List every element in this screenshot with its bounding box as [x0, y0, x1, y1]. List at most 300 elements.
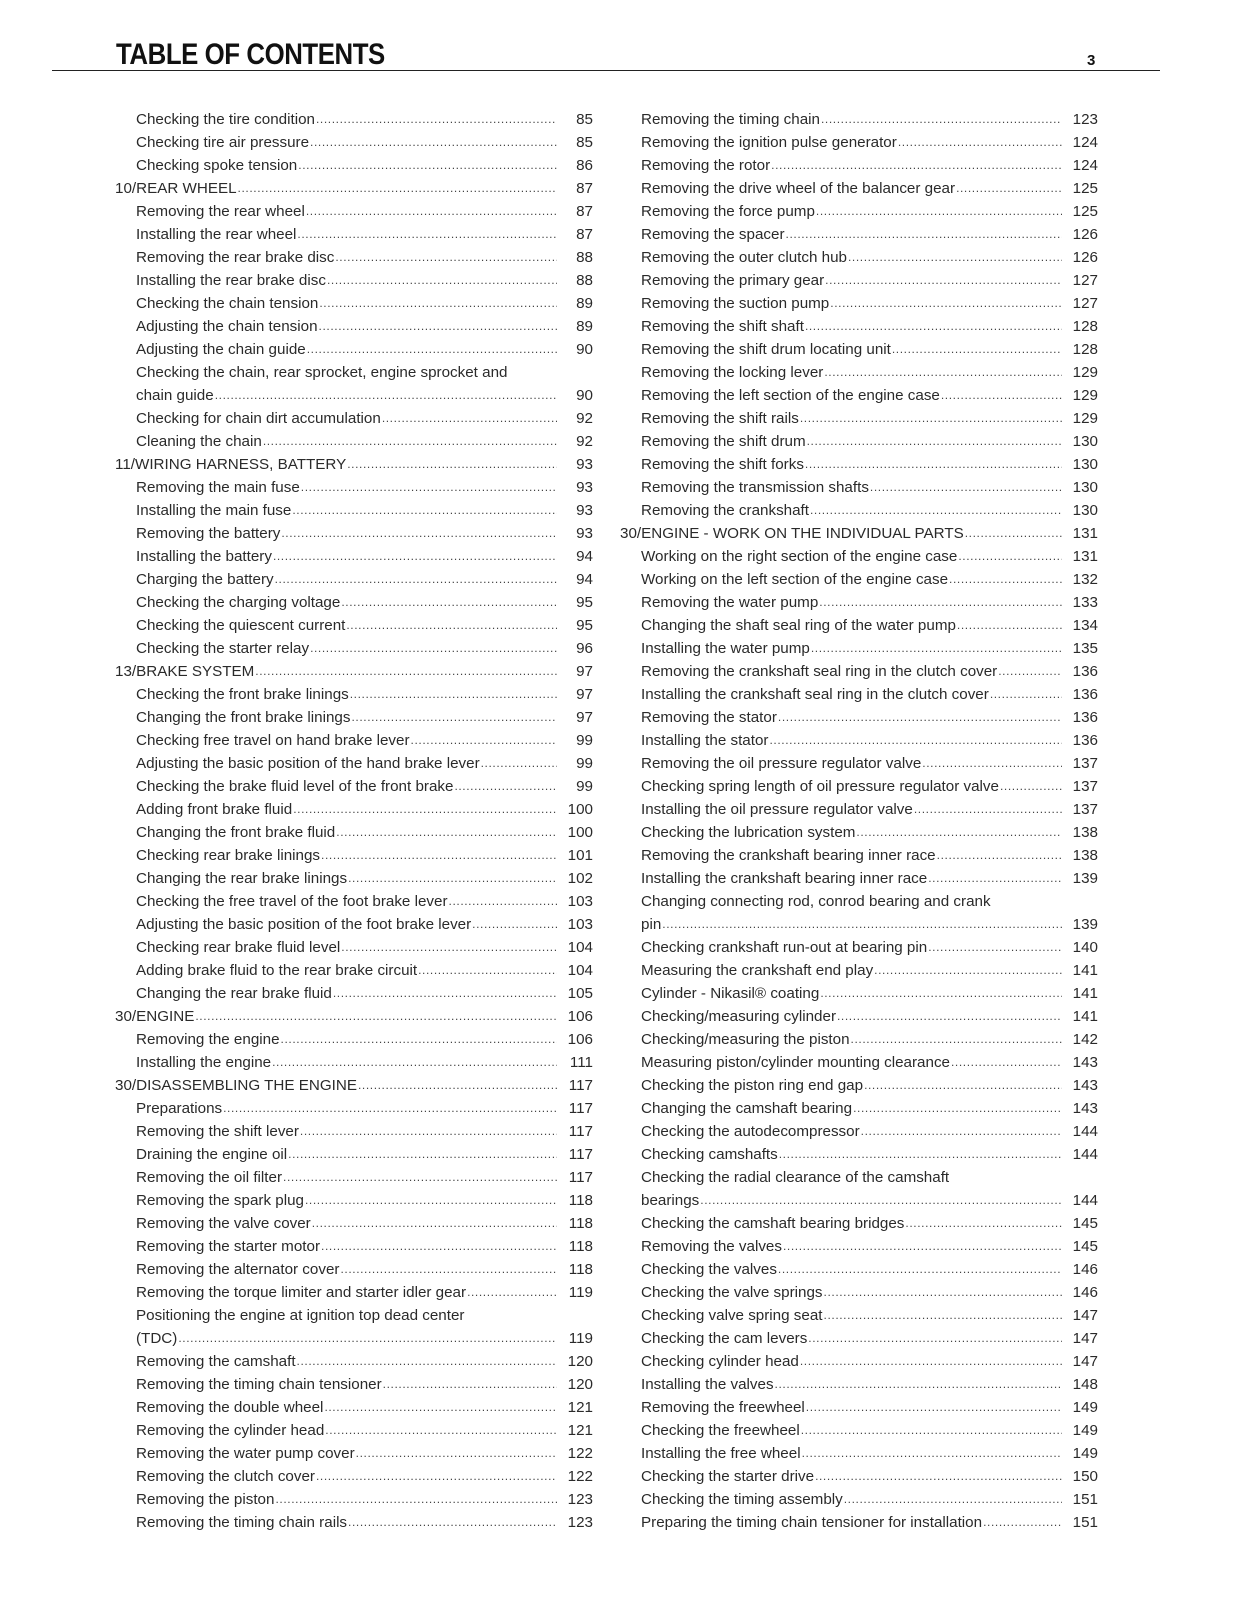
entry-page-number: 90	[576, 341, 593, 358]
toc-section-entry[interactable]	[620, 131, 1098, 154]
toc-section-entry[interactable]	[620, 1097, 1098, 1120]
toc-chapter-entry[interactable]	[115, 1005, 593, 1028]
dot-leader	[800, 407, 1062, 430]
toc-section-entry[interactable]	[115, 775, 593, 798]
entry-title: Removing the force pump	[641, 203, 815, 220]
dot-leader	[786, 223, 1062, 246]
toc-section-entry[interactable]	[620, 982, 1098, 1005]
entry-title: Changing the shaft seal ring of the water pump	[641, 617, 956, 634]
toc-section-entry[interactable]	[620, 108, 1098, 131]
entry-page-number: 138	[1072, 824, 1098, 841]
toc-section-entry[interactable]	[620, 177, 1098, 200]
entry-title: Adjusting the chain tension	[136, 318, 318, 335]
entry-page-number: 129	[1072, 410, 1098, 427]
toc-section-entry[interactable]	[115, 959, 593, 982]
entry-title-continuation: chain guide	[136, 387, 214, 404]
toc-section-entry[interactable]	[115, 752, 593, 775]
toc-section-entry[interactable]	[115, 1350, 593, 1373]
toc-section-entry[interactable]	[620, 1005, 1098, 1028]
entry-page-number: 121	[567, 1422, 593, 1439]
toc-section-entry[interactable]	[620, 568, 1098, 591]
toc-section-entry[interactable]	[115, 706, 593, 729]
dot-leader	[816, 200, 1062, 223]
dot-leader	[815, 1465, 1062, 1488]
toc-section-entry[interactable]	[620, 200, 1098, 223]
entry-title: Removing the camshaft	[136, 1353, 296, 1370]
toc-section-entry[interactable]	[115, 1465, 593, 1488]
toc-section-entry[interactable]	[115, 1442, 593, 1465]
dot-leader	[411, 729, 557, 752]
toc-section-entry[interactable]	[620, 1327, 1098, 1350]
toc-section-entry[interactable]	[115, 1097, 593, 1120]
toc-section-entry[interactable]	[115, 683, 593, 706]
entry-page-number: 85	[576, 111, 593, 128]
entry-title: Working on the left section of the engine case	[641, 571, 949, 588]
toc-section-entry[interactable]	[115, 108, 593, 131]
dot-leader	[662, 913, 1062, 936]
toc-section-entry[interactable]	[620, 1235, 1098, 1258]
dot-leader	[238, 177, 557, 200]
dot-leader	[283, 1166, 557, 1189]
toc-section-entry[interactable]	[115, 637, 593, 660]
toc-section-entry[interactable]	[620, 1143, 1098, 1166]
entry-page-number: 143	[1072, 1077, 1098, 1094]
entry-page-number: 111	[569, 1054, 593, 1071]
toc-section-entry[interactable]	[620, 430, 1098, 453]
entry-page-number: 125	[1072, 180, 1098, 197]
toc-section-entry[interactable]	[115, 591, 593, 614]
toc-section-entry[interactable]	[620, 1511, 1098, 1534]
dot-leader	[922, 752, 1062, 775]
toc-section-entry[interactable]	[620, 591, 1098, 614]
toc-section-entry[interactable]	[115, 1235, 593, 1258]
entry-page-number: 94	[576, 548, 593, 565]
entry-page-number: 147	[1072, 1307, 1098, 1324]
entry-page-number: 118	[568, 1261, 593, 1278]
entry-page-number: 123	[567, 1514, 593, 1531]
toc-section-entry[interactable]	[115, 1488, 593, 1511]
entry-title: Checking the valves	[641, 1261, 777, 1278]
entry-page-number: 126	[1072, 226, 1098, 243]
entry-page-number: 99	[576, 778, 593, 795]
entry-page-number: 99	[576, 732, 593, 749]
entry-title: Removing the shift lever	[136, 1123, 299, 1140]
toc-section-entry[interactable]	[620, 269, 1098, 292]
dot-leader	[941, 384, 1062, 407]
toc-section-entry[interactable]	[620, 1373, 1098, 1396]
dot-leader	[892, 338, 1062, 361]
toc-section-entry[interactable]	[620, 706, 1098, 729]
toc-section-entry[interactable]	[620, 453, 1098, 476]
dot-leader	[215, 384, 557, 407]
entry-title: Changing the rear brake linings	[136, 870, 348, 887]
entry-page-number: 145	[1072, 1238, 1098, 1255]
toc-section-entry[interactable]	[115, 1419, 593, 1442]
entry-title: Removing the valve cover	[136, 1215, 311, 1232]
entry-page-number: 149	[1072, 1422, 1098, 1439]
entry-page-number: 136	[1072, 686, 1098, 703]
toc-section-entry[interactable]	[115, 545, 593, 568]
toc-section-entry[interactable]	[115, 798, 593, 821]
toc-section-entry[interactable]	[115, 1051, 593, 1074]
entry-title: 30/ENGINE	[115, 1008, 195, 1025]
toc-chapter-entry[interactable]	[115, 453, 593, 476]
dot-leader	[783, 1235, 1062, 1258]
toc-section-entry[interactable]	[620, 476, 1098, 499]
entry-title: Removing the water pump cover	[136, 1445, 355, 1462]
toc-section-entry[interactable]	[115, 154, 593, 177]
entry-page-number: 117	[568, 1123, 593, 1140]
dot-leader	[864, 1074, 1062, 1097]
toc-section-entry[interactable]	[620, 867, 1098, 890]
dot-leader	[874, 959, 1062, 982]
entry-title: Removing the starter motor	[136, 1238, 321, 1255]
entry-page-number: 93	[576, 502, 593, 519]
dot-leader	[346, 614, 557, 637]
toc-section-entry[interactable]	[620, 798, 1098, 821]
toc-section-entry[interactable]	[620, 1442, 1098, 1465]
toc-section-entry[interactable]	[620, 338, 1098, 361]
toc-section-entry[interactable]	[620, 154, 1098, 177]
dot-leader	[824, 1304, 1062, 1327]
dot-leader	[281, 522, 557, 545]
entry-title: Checking the piston ring end gap	[641, 1077, 864, 1094]
dot-leader	[347, 453, 557, 476]
entry-title: Installing the battery	[136, 548, 272, 565]
dot-leader	[472, 913, 557, 936]
toc-section-entry[interactable]	[115, 568, 593, 591]
entry-page-number: 136	[1072, 663, 1098, 680]
entry-page-number: 130	[1072, 502, 1098, 519]
toc-section-entry[interactable]	[620, 752, 1098, 775]
toc-section-entry[interactable]	[115, 269, 593, 292]
toc-section-entry[interactable]	[115, 1304, 593, 1350]
entry-title: Checking the timing assembly	[641, 1491, 843, 1508]
toc-chapter-entry[interactable]	[115, 1074, 593, 1097]
entry-page-number: 89	[576, 295, 593, 312]
dot-leader	[348, 1511, 557, 1534]
toc-section-entry[interactable]	[115, 292, 593, 315]
dot-leader	[928, 867, 1062, 890]
entry-title: Checking free travel on hand brake lever	[136, 732, 410, 749]
toc-section-entry[interactable]	[620, 1166, 1098, 1212]
entry-page-number: 144	[1072, 1123, 1098, 1140]
dot-leader	[1000, 775, 1062, 798]
entry-title: Checking the charging voltage	[136, 594, 341, 611]
entry-title: Removing the valves	[641, 1238, 782, 1255]
toc-section-entry[interactable]	[620, 1396, 1098, 1419]
entry-title: Preparations	[136, 1100, 223, 1117]
entry-page-number: 149	[1072, 1399, 1098, 1416]
toc-section-entry[interactable]	[620, 775, 1098, 798]
entry-title: Checking tire air pressure	[136, 134, 310, 151]
entry-page-number: 119	[568, 1284, 593, 1301]
entry-page-number: 130	[1072, 433, 1098, 450]
toc-section-entry[interactable]	[115, 614, 593, 637]
dot-leader	[316, 108, 557, 131]
toc-section-entry[interactable]	[115, 200, 593, 223]
dot-leader	[272, 1051, 557, 1074]
dot-leader	[837, 1005, 1062, 1028]
toc-section-entry[interactable]	[620, 614, 1098, 637]
dot-leader	[778, 1258, 1062, 1281]
toc-section-entry[interactable]	[620, 1465, 1098, 1488]
toc-section-entry[interactable]	[620, 1120, 1098, 1143]
toc-section-entry[interactable]	[620, 821, 1098, 844]
toc-section-entry[interactable]	[115, 844, 593, 867]
dot-leader	[851, 1028, 1062, 1051]
toc-section-entry[interactable]	[620, 660, 1098, 683]
entry-page-number: 149	[1072, 1445, 1098, 1462]
entry-title: Changing the rear brake fluid	[136, 985, 332, 1002]
toc-section-entry[interactable]	[115, 1396, 593, 1419]
entry-page-number: 127	[1072, 295, 1098, 312]
entry-title: Removing the timing chain	[641, 111, 820, 128]
entry-title: Removing the shift drum	[641, 433, 806, 450]
toc-section-entry[interactable]	[620, 637, 1098, 660]
dot-leader	[951, 1051, 1062, 1074]
entry-page-number: 105	[567, 985, 593, 1002]
toc-section-entry[interactable]	[620, 315, 1098, 338]
entry-title: Removing the drive wheel of the balancer gear	[641, 180, 956, 197]
entry-page-number: 122	[567, 1468, 593, 1485]
toc-section-entry[interactable]	[620, 1350, 1098, 1373]
dot-leader	[307, 338, 557, 361]
entry-title: Positioning the engine at ignition top dead center	[136, 1307, 465, 1324]
toc-section-entry[interactable]	[115, 1120, 593, 1143]
toc-section-entry[interactable]	[620, 1488, 1098, 1511]
entry-page-number: 132	[1072, 571, 1098, 588]
toc-section-entry[interactable]	[115, 1511, 593, 1534]
dot-leader	[325, 1419, 557, 1442]
toc-section-entry[interactable]	[115, 499, 593, 522]
entry-title: Changing the camshaft bearing	[641, 1100, 853, 1117]
entry-title-continuation: pin	[641, 916, 662, 933]
dot-leader	[301, 476, 557, 499]
toc-section-entry[interactable]	[115, 913, 593, 936]
dot-leader	[351, 706, 557, 729]
toc-chapter-entry[interactable]	[620, 522, 1098, 545]
toc-section-entry[interactable]	[620, 1028, 1098, 1051]
entry-title: Measuring the crankshaft end play	[641, 962, 874, 979]
toc-section-entry[interactable]	[115, 522, 593, 545]
toc-section-entry[interactable]	[115, 1166, 593, 1189]
entry-page-number: 87	[576, 180, 593, 197]
entry-title: Installing the rear wheel	[136, 226, 297, 243]
entry-title: Checking the quiescent current	[136, 617, 346, 634]
dot-leader	[340, 1258, 557, 1281]
entry-title: Installing the crankshaft bearing inner race	[641, 870, 928, 887]
entry-page-number: 131	[1072, 525, 1098, 542]
entry-title: Removing the ignition pulse generator	[641, 134, 897, 151]
toc-section-entry[interactable]	[620, 683, 1098, 706]
entry-page-number: 137	[1072, 778, 1098, 795]
toc-section-entry[interactable]	[620, 729, 1098, 752]
toc-section-entry[interactable]	[620, 1051, 1098, 1074]
entry-page-number: 119	[568, 1330, 593, 1347]
toc-section-entry[interactable]	[115, 1189, 593, 1212]
toc-section-entry[interactable]	[115, 1281, 593, 1304]
entry-title: Removing the battery	[136, 525, 281, 542]
entry-title: 11/WIRING HARNESS, BATTERY	[115, 456, 347, 473]
entry-page-number: 126	[1072, 249, 1098, 266]
dot-leader	[263, 430, 557, 453]
entry-title: Checking the autodecompressor	[641, 1123, 860, 1140]
entry-page-number: 136	[1072, 709, 1098, 726]
entry-page-number: 125	[1072, 203, 1098, 220]
entry-title: Adding front brake fluid	[136, 801, 293, 818]
entry-page-number: 118	[568, 1215, 593, 1232]
dot-leader	[928, 936, 1062, 959]
entry-page-number: 146	[1072, 1261, 1098, 1278]
entry-page-number: 140	[1072, 939, 1098, 956]
entry-title: 10/REAR WHEEL	[115, 180, 237, 197]
entry-page-number: 141	[1072, 962, 1098, 979]
entry-page-number: 145	[1072, 1215, 1098, 1232]
toc-section-entry[interactable]	[115, 407, 593, 430]
entry-title: Changing the front brake linings	[136, 709, 351, 726]
dot-leader	[454, 775, 557, 798]
toc-section-entry[interactable]	[115, 1212, 593, 1235]
dot-leader	[870, 476, 1062, 499]
toc-section-entry[interactable]	[115, 476, 593, 499]
toc-section-entry[interactable]	[620, 361, 1098, 384]
toc-section-entry[interactable]	[620, 890, 1098, 936]
toc-section-entry[interactable]	[620, 499, 1098, 522]
entry-title: Removing the crankshaft	[641, 502, 809, 519]
toc-section-entry[interactable]	[620, 1212, 1098, 1235]
dot-leader	[382, 407, 557, 430]
dot-leader	[806, 1396, 1062, 1419]
entry-page-number: 97	[576, 686, 593, 703]
dot-leader	[195, 1005, 557, 1028]
entry-title: Measuring piston/cylinder mounting clearance	[641, 1054, 950, 1071]
dot-leader	[449, 890, 557, 913]
entry-title: Checking crankshaft run-out at bearing pin	[641, 939, 928, 956]
toc-section-entry[interactable]	[115, 982, 593, 1005]
toc-section-entry[interactable]	[620, 545, 1098, 568]
entry-title: Removing the piston	[136, 1491, 275, 1508]
dot-leader	[327, 269, 557, 292]
entry-page-number: 130	[1072, 456, 1098, 473]
toc-section-entry[interactable]	[620, 1281, 1098, 1304]
toc-section-entry[interactable]	[115, 338, 593, 361]
entry-page-number: 135	[1072, 640, 1098, 657]
entry-title: Removing the main fuse	[136, 479, 300, 496]
toc-section-entry[interactable]	[620, 292, 1098, 315]
toc-section-entry[interactable]	[115, 246, 593, 269]
toc-section-entry[interactable]	[115, 315, 593, 338]
dot-leader	[775, 1373, 1062, 1396]
toc-section-entry[interactable]	[620, 1304, 1098, 1327]
dot-leader	[223, 1097, 557, 1120]
toc-section-entry[interactable]	[115, 821, 593, 844]
toc-section-entry[interactable]	[620, 384, 1098, 407]
dot-leader	[305, 1189, 557, 1212]
toc-section-entry[interactable]	[115, 1143, 593, 1166]
entry-page-number: 117	[568, 1077, 593, 1094]
entry-page-number: 87	[576, 226, 593, 243]
entry-title: Installing the oil pressure regulator valve	[641, 801, 913, 818]
dot-leader	[310, 131, 557, 154]
entry-page-number: 148	[1072, 1376, 1098, 1393]
entry-title: Removing the oil pressure regulator valve	[641, 755, 922, 772]
dot-leader	[998, 660, 1062, 683]
toc-section-entry[interactable]	[620, 1258, 1098, 1281]
dot-leader	[769, 729, 1062, 752]
toc-section-entry[interactable]	[620, 246, 1098, 269]
entry-title: Removing the left section of the engine case	[641, 387, 940, 404]
entry-page-number: 144	[1072, 1146, 1098, 1163]
toc-section-entry[interactable]	[620, 1074, 1098, 1097]
toc-section-entry[interactable]	[115, 1028, 593, 1051]
entry-page-number: 117	[568, 1146, 593, 1163]
toc-section-entry[interactable]	[620, 223, 1098, 246]
toc-section-entry[interactable]	[115, 936, 593, 959]
toc-section-entry[interactable]	[620, 1419, 1098, 1442]
dot-leader	[958, 545, 1062, 568]
dot-leader	[319, 292, 557, 315]
toc-section-entry[interactable]	[115, 867, 593, 890]
dot-leader	[324, 1396, 557, 1419]
toc-section-entry[interactable]	[620, 407, 1098, 430]
entry-page-number: 133	[1072, 594, 1098, 611]
entry-page-number: 93	[576, 479, 593, 496]
entry-page-number: 142	[1072, 1031, 1098, 1048]
entry-title: Removing the shift shaft	[641, 318, 804, 335]
entry-page-number: 97	[576, 709, 593, 726]
toc-section-entry[interactable]	[620, 844, 1098, 867]
dot-leader	[949, 568, 1062, 591]
entry-title: Installing the engine	[136, 1054, 272, 1071]
entry-page-number: 136	[1072, 732, 1098, 749]
dot-leader	[844, 1488, 1062, 1511]
toc-section-entry[interactable]	[115, 890, 593, 913]
toc-chapter-entry[interactable]	[115, 660, 593, 683]
toc-section-entry[interactable]	[115, 223, 593, 246]
toc-section-entry[interactable]	[115, 361, 593, 407]
dot-leader	[297, 1350, 557, 1373]
dot-leader	[807, 430, 1062, 453]
entry-page-number: 141	[1072, 985, 1098, 1002]
dot-leader	[335, 246, 557, 269]
entry-title: Removing the outer clutch hub	[641, 249, 847, 266]
dot-leader	[990, 683, 1062, 706]
toc-section-entry[interactable]	[115, 1373, 593, 1396]
dot-leader	[811, 637, 1062, 660]
toc-chapter-entry[interactable]	[115, 177, 593, 200]
toc-section-entry[interactable]	[115, 1258, 593, 1281]
entry-page-number: 122	[567, 1445, 593, 1462]
toc-section-entry[interactable]	[620, 959, 1098, 982]
entry-page-number: 139	[1072, 870, 1098, 887]
dot-leader	[336, 821, 557, 844]
toc-section-entry[interactable]	[115, 430, 593, 453]
dot-leader	[358, 1074, 557, 1097]
toc-section-entry[interactable]	[115, 729, 593, 752]
entry-page-number: 103	[567, 916, 593, 933]
entry-page-number: 147	[1072, 1353, 1098, 1370]
entry-title: Installing the main fuse	[136, 502, 292, 519]
entry-title: Checking the brake fluid level of the front brake	[136, 778, 454, 795]
toc-section-entry[interactable]	[115, 131, 593, 154]
dot-leader	[861, 1120, 1062, 1143]
dot-leader	[275, 568, 557, 591]
entry-title: Checking rear brake linings	[136, 847, 321, 864]
toc-section-entry[interactable]	[620, 936, 1098, 959]
entry-page-number: 95	[576, 617, 593, 634]
dot-leader	[316, 1465, 557, 1488]
